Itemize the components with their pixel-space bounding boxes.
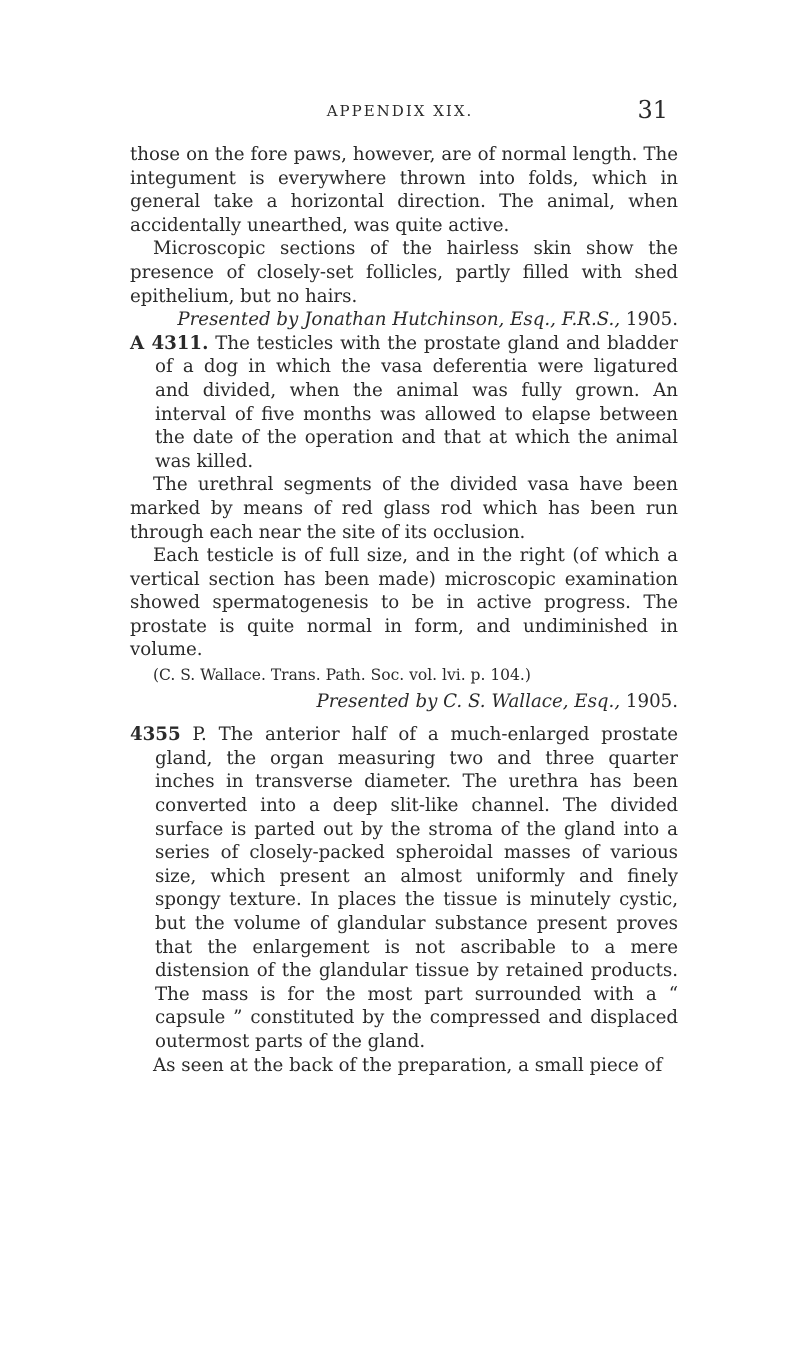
entry-4355-text: The anterior half of a much-enlarged prostate gland, the organ measuring two and three quarter inches in transverse diameter. The urethra has been converted into a deep slit-like channel. The divided surface is parted out by the stroma of the gland into a series of closely-packed spheroidal masses of various size, which present an almost uniformly and finely spongy texture. In places the tissue is minutely cystic, but the volume of glandular substance present proves that the enlargement is not ascribable to a mere distension of the glandular tissue by retained products. The mass is for the most part surrounded with a “ capsule ” constituted by the compressed and displaced outermost parts of the gland. — [155, 724, 678, 1052]
entry-4311-urethral-paragraph: The urethral segments of the divided vasa have been marked by means of red glass rod which has been run through each near the site of its occlusion. — [130, 474, 678, 543]
specimen-suffix: P. — [192, 724, 207, 746]
section-gap — [130, 713, 678, 723]
presented-year: 1905. — [625, 309, 678, 331]
entry-4311-testicle-paragraph: Each testicle is of full size, and in the right (of which a vertical section has been made) microscopic examination showed spermatogenesis to be in active progress. The prostate is quite normal in form, and undiminished in volume. — [130, 545, 678, 661]
presented-by-text: Presented by C. S. Wallace, Esq., — [316, 690, 621, 712]
specimen-number: A 4311. — [130, 332, 209, 354]
microscopic-paragraph: Microscopic sections of the hairless skin show the presence of closely-set follicles, partly filled with shed epithelium, but no hairs. — [130, 238, 678, 307]
body-text — [130, 143, 678, 1077]
citation: (C. S. Wallace. Trans. Path. Soc. vol. lvi. p. 104.) — [153, 666, 531, 685]
page-header-title: APPENDIX XIX. — [326, 102, 474, 120]
presented-by-hutchinson — [130, 308, 678, 332]
presented-by-text: Presented by Jonathan Hutchinson, Esq., F.R.S., — [177, 309, 621, 331]
presented-year: 1905. — [625, 690, 678, 712]
specimen-number: 4355 — [130, 724, 181, 746]
continuation-paragraph: those on the fore paws, however, are of normal length. The integument is everywhere thrown into folds, which in general take a horizontal direction. The animal, when accidentally unearthed, was quite active. — [130, 144, 678, 236]
running-head — [0, 96, 800, 130]
entry-4311-paragraph — [130, 332, 678, 474]
presented-by-wallace — [130, 690, 678, 714]
entry-4355-paragraph — [130, 723, 678, 1053]
entry-4311-text: The testicles with the prostate gland and bladder of a dog in which the vasa deferentia were ligatured and divided, when the animal was fully grown. An interval of five months was allowed to elapse between the date of the operation and that at which the animal was killed. — [155, 332, 678, 472]
entry-4355-back-paragraph: As seen at the back of the preparation, a small piece of — [153, 1054, 663, 1076]
page-number: 31 — [637, 96, 668, 124]
